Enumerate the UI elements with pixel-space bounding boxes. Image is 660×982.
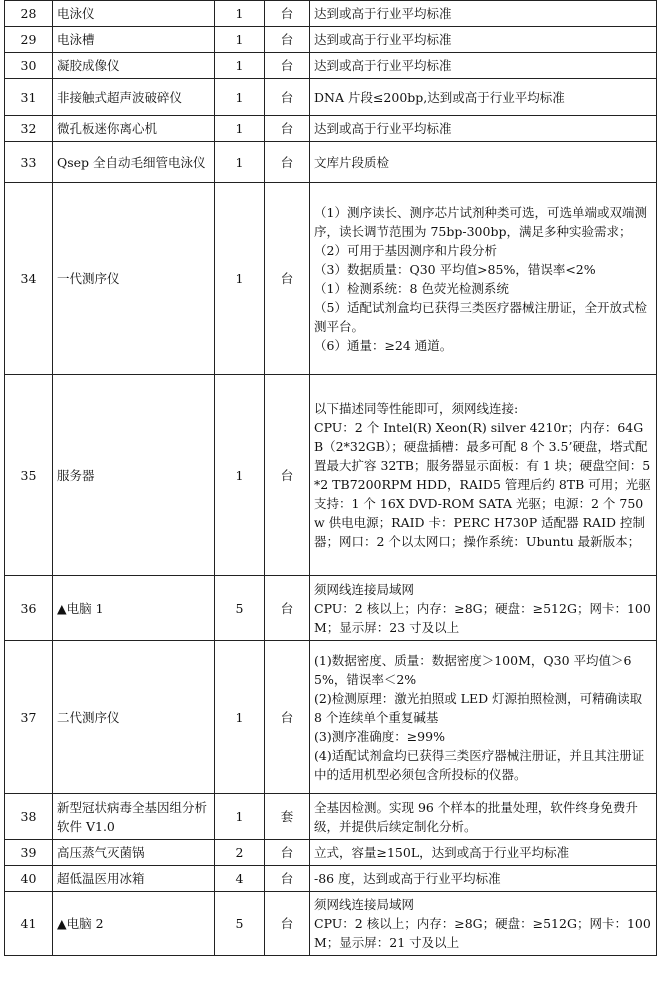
item-unit: 台 <box>265 142 310 183</box>
item-unit: 套 <box>265 794 310 840</box>
equipment-table <box>4 0 657 956</box>
requirement-line: 以下描述同等性能即可，须网线连接: <box>314 401 519 416</box>
item-requirements <box>310 1 657 27</box>
item-quantity: 1 <box>215 116 265 142</box>
item-requirements <box>310 79 657 116</box>
requirement-line: （6）通量：≥24 通道。 <box>314 337 453 353</box>
requirement-line: (1)数据密度、质量：数据密度＞100M，Q30 平均值＞65%，错误率＜2% <box>314 652 632 687</box>
row-number: 36 <box>5 576 53 641</box>
item-quantity: 1 <box>215 375 265 576</box>
item-requirements <box>310 840 657 866</box>
row-number: 41 <box>5 892 53 956</box>
item-unit: 台 <box>265 576 310 641</box>
item-unit: 台 <box>265 116 310 142</box>
item-name: 电泳槽 <box>53 27 215 53</box>
table-row <box>5 1 657 27</box>
row-number: 34 <box>5 183 53 375</box>
item-quantity: 5 <box>215 576 265 641</box>
item-requirements <box>310 794 657 840</box>
item-quantity: 1 <box>215 183 265 375</box>
requirement-line: 全基因检测。实现 96 个样本的批量处理，软件终身免费升级，并提供后续定制化分析。 <box>314 799 638 834</box>
item-unit: 台 <box>265 53 310 79</box>
requirement-line: CPU：2 核以上；内存：≥8G；硬盘：≥512G；网卡：100M；显示屏：23 寸及以上 <box>314 600 651 635</box>
row-number: 33 <box>5 142 53 183</box>
requirement-line: 立式，容量≥150L，达到或高于行业平均标准 <box>314 845 570 860</box>
item-unit: 台 <box>265 1 310 27</box>
item-requirements <box>310 27 657 53</box>
requirement-line: 文库片段质检 <box>314 154 390 170</box>
requirement-line: 达到或高于行业平均标准 <box>314 58 452 73</box>
item-requirements <box>310 375 657 576</box>
item-unit: 台 <box>265 183 310 375</box>
table-row <box>5 375 657 576</box>
requirement-line: CPU：2 核以上；内存：≥8G；硬盘：≥512G；网卡：100M；显示屏：21 寸及以上 <box>314 916 651 950</box>
row-number: 32 <box>5 116 53 142</box>
item-quantity: 4 <box>215 866 265 892</box>
item-name: ▲电脑 1 <box>53 576 215 641</box>
row-number: 28 <box>5 1 53 27</box>
item-name: 高压蒸气灭菌锅 <box>53 840 215 866</box>
item-requirements <box>310 142 657 183</box>
requirement-line: (2)检测原理：激光拍照或 LED 灯源拍照检测，可精确读取 8 个连续单个重复碱基 <box>314 690 643 725</box>
item-name: 电泳仪 <box>53 1 215 27</box>
row-number: 35 <box>5 375 53 576</box>
item-name: 新型冠状病毒全基因组分析软件 V1.0 <box>53 794 215 840</box>
row-number: 37 <box>5 641 53 794</box>
requirement-line: （1）检测系统：8 色荧光检测系统 <box>314 280 509 296</box>
equipment-table-body <box>5 1 657 956</box>
requirement-line: （5）适配试剂盒均已获得三类医疗器械注册证，全开放式检测平台。 <box>314 299 647 334</box>
item-name: 服务器 <box>53 375 215 576</box>
requirement-line: （1）测序读长、测序芯片试剂种类可选，可选单端或双端测序，读长调节范围为 75bp-300bp，满足多种实验需求； <box>314 204 647 239</box>
item-unit: 台 <box>265 866 310 892</box>
item-unit: 台 <box>265 641 310 794</box>
item-unit: 台 <box>265 840 310 866</box>
item-quantity: 2 <box>215 840 265 866</box>
table-row <box>5 142 657 183</box>
row-number: 39 <box>5 840 53 866</box>
table-row <box>5 116 657 142</box>
requirement-line: DNA 片段≤200bp,达到或高于行业平均标准 <box>314 89 565 105</box>
table-row <box>5 183 657 375</box>
table-row <box>5 892 657 956</box>
requirement-line: （3）数据质量：Q30 平均值>85%，错误率<2% <box>314 261 596 277</box>
item-requirements <box>310 53 657 79</box>
item-quantity: 1 <box>215 641 265 794</box>
item-unit: 台 <box>265 375 310 576</box>
item-requirements <box>310 116 657 142</box>
row-number: 29 <box>5 27 53 53</box>
item-requirements <box>310 866 657 892</box>
table-row <box>5 866 657 892</box>
row-number: 40 <box>5 866 53 892</box>
table-row <box>5 53 657 79</box>
item-name: 非接触式超声波破碎仪 <box>53 79 215 116</box>
item-requirements <box>310 183 657 375</box>
row-number: 30 <box>5 53 53 79</box>
table-row <box>5 576 657 641</box>
item-name: ▲电脑 2 <box>53 892 215 956</box>
requirement-line: (4)适配试剂盒均已获得三类医疗器械注册证，并且其注册证中的适用机型必须包含所投标的仪器。 <box>314 747 645 782</box>
item-name: 凝胶成像仪 <box>53 53 215 79</box>
item-quantity: 5 <box>215 892 265 956</box>
table-row <box>5 840 657 866</box>
requirement-line: CPU：2 个 Intel(R) Xeon(R) silver 4210r；内存：64GB（2*32GB）；硬盘插槽：最多可配 8 个 3.5’硬盘，塔式配置最大扩容 32TB；服务器显示面板：有 1 块；硬盘空间：5*2 TB7200RPM HDD，RAID5 管理后约 8TB 可用；光驱支持：1 个 16X DVD-ROM SATA 光驱；电源：2 个 750w 供电电源；RAID 卡：PERC H730P 适配器 RAID 控制器；网口：2 个以太网口；操作系统：Ubuntu 最新版本； <box>314 420 651 549</box>
item-unit: 台 <box>265 892 310 956</box>
item-quantity: 1 <box>215 794 265 840</box>
item-name: Qsep 全自动毛细管电泳仪 <box>53 142 215 183</box>
requirement-line: 达到或高于行业平均标准 <box>314 6 452 21</box>
requirement-line: 须网线连接局域网 <box>314 581 415 597</box>
table-row <box>5 27 657 53</box>
item-requirements <box>310 641 657 794</box>
item-quantity: 1 <box>215 142 265 183</box>
row-number: 38 <box>5 794 53 840</box>
table-row <box>5 641 657 794</box>
table-row <box>5 794 657 840</box>
item-name: 微孔板迷你离心机 <box>53 116 215 142</box>
item-name: 一代测序仪 <box>53 183 215 375</box>
requirement-line: (3)测序准确度：≥99% <box>314 728 445 744</box>
requirement-line: -86 度，达到或高于行业平均标准 <box>314 871 501 886</box>
item-name: 超低温医用冰箱 <box>53 866 215 892</box>
item-requirements <box>310 892 657 956</box>
table-row <box>5 79 657 116</box>
item-quantity: 1 <box>215 27 265 53</box>
requirement-line: 达到或高于行业平均标准 <box>314 121 452 136</box>
requirement-line: （2）可用于基因测序和片段分析 <box>314 242 497 258</box>
item-quantity: 1 <box>215 79 265 116</box>
requirement-line: 达到或高于行业平均标准 <box>314 32 452 47</box>
item-unit: 台 <box>265 27 310 53</box>
item-quantity: 1 <box>215 1 265 27</box>
item-requirements <box>310 576 657 641</box>
item-unit: 台 <box>265 79 310 116</box>
item-quantity: 1 <box>215 53 265 79</box>
item-name: 二代测序仪 <box>53 641 215 794</box>
row-number: 31 <box>5 79 53 116</box>
requirement-line: 须网线连接局域网 <box>314 897 415 912</box>
